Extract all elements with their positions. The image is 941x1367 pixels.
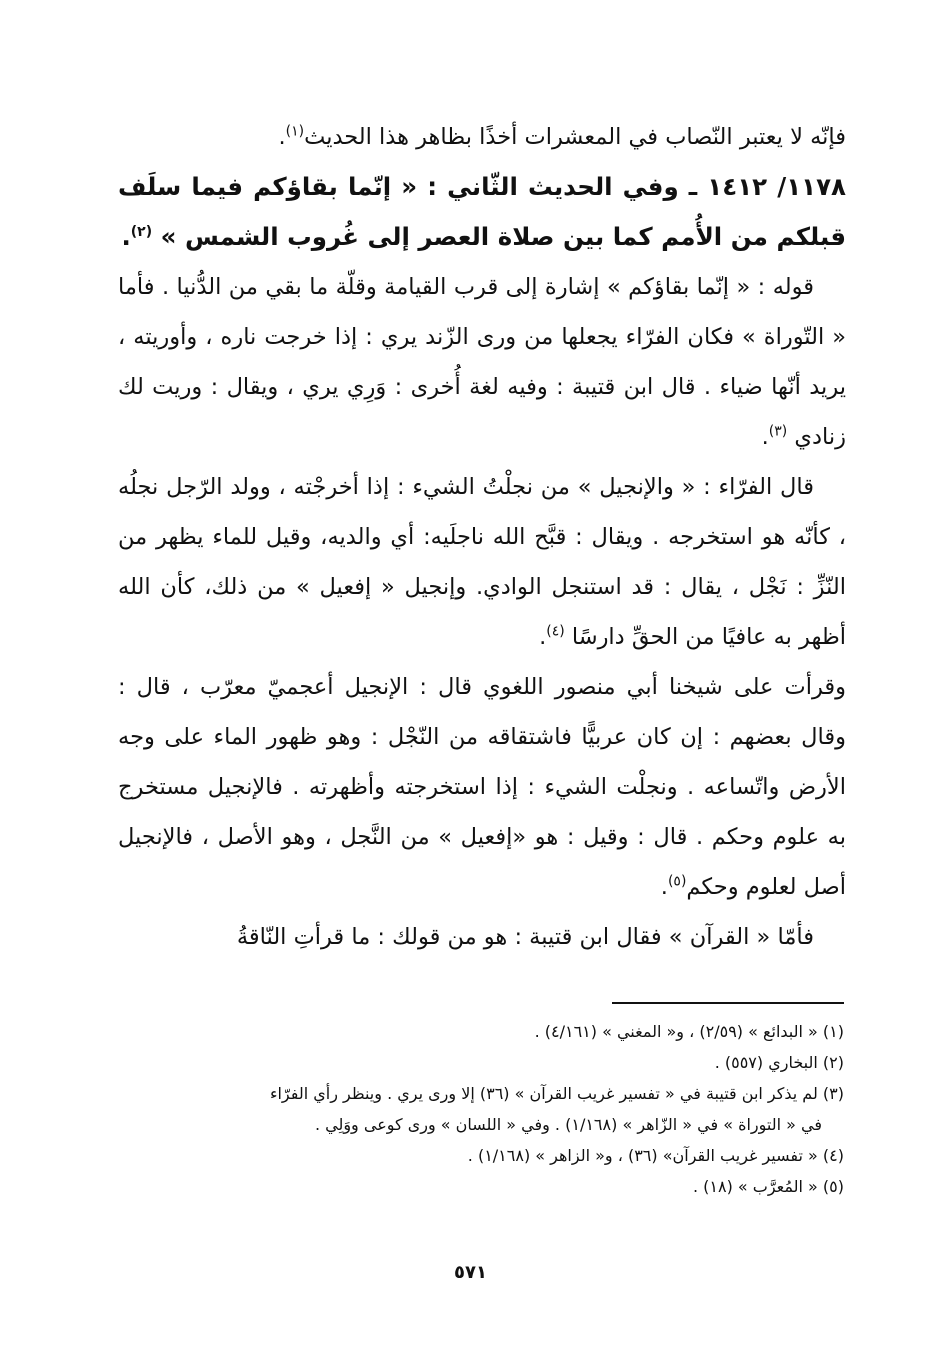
- footnote-ref-1: (١): [285, 123, 305, 140]
- paragraph-abu-mansur-text: وقرأت على شيخنا أبي منصور اللغوي قال : الإنجيل أعجميّ معرّب ، قال : وقال بعضهم : إن كان عربيًّا فاشتقاقه من النّجْل : وهو ظهور الماء على وجه الأرض واتّساعه . ونجلْت الشيء : إذا استخرجته وأظهرته . فالإنجيل مستخرج به علوم وحكم . قال : وقيل : هو «إفعيل » من النَّجل ، وهو الأصل ، فالإنجيل أصل لعلوم وحكم: [118, 674, 846, 900]
- opening-line: فإنّه لا يعتبر النّصاب في المعشرات أخذًا بظاهر هذا الحديث$^{(١)}$.: [278, 123, 846, 150]
- footnote-ref-5: (٥): [667, 873, 687, 890]
- paragraph-quran: [118, 912, 846, 962]
- footnote-ref-4: (٤): [546, 623, 565, 640]
- main-text: [118, 112, 846, 962]
- paragraph-tawrat-text: قوله : « إنّما بقاؤكم » إشارة إلى قرب القيامة وقلّة ما بقي من الدُّنيا . فأما « التّوراة » فكان الفرّاء يجعلها من ورى الزّند يري : إذا خرجت ناره ، وأوريته ، يريد أنّها ضياء . قال ابن قتيبة : وفيه لغة أُخرى : وَرِي يري ، ويقال : وريت لك زنادي: [118, 274, 846, 450]
- footnote-ref-2: (٢): [130, 223, 153, 240]
- footnote-separator: [612, 1002, 844, 1004]
- paragraph-injil: قال الفرّاء : « والإنجيل » من نجلْتُ الشيء : إذا أخرجْته ، وولد الرّجل نجلُه ، كأنّه هو استخرجه . ويقال : قبَّح الله ناجلَيه: أي والديه، وقيل للماء يظهر من النّزِّ : نَجْل ، يقال : قد استنجل الوادي. وإنجيل « إفعيل » من ذلك، كأن الله أظهر به عافيًا من الحقِّ دارسًا $^{(٤)}$.: [118, 474, 846, 650]
- paragraph-abu-mansur: وقرأت على شيخنا أبي منصور اللغوي قال : الإنجيل أعجميّ معرّب ، قال : وقال بعضهم : إن كان عربيًّا فاشتقاقه من النّجْل : وهو ظهور الماء على وجه الأرض واتّساعه . ونجلْت الشيء : إذا استخرجته وأظهرته . فالإنجيل مستخرج به علوم وحكم . قال : وقيل : هو «إفعيل » من النَّجل ، وهو الأصل ، فالإنجيل أصل لعلوم وحكم$^{(٥)}$.: [118, 674, 846, 900]
- paragraph-quran-text: فأمّا « القرآن » فقال ابن قتيبة : هو من قولك : ما قرأتِ النّاقةُ: [236, 924, 814, 950]
- footnote-ref-3: (٣): [768, 423, 788, 440]
- hadith-heading-line-1: ١١٧٨/ ١٤١٢ ـ وفي الحديث الثّاني : « إنّما بقاؤكم فيما سلَف: [118, 172, 847, 201]
- hadith-heading: ١١٧٨/ ١٤١٢ ـ وفي الحديث الثّاني : « إنّما بقاؤكم فيما سلَف قبلكم من الأُمم كما بين صلاة العصر إلى غُروب الشمس » $^{(٢)}$.: [118, 172, 847, 251]
- footnote-3-continued: في « التوراة » في « الزّاهر » (١/١٦٨) . وفي « اللسان » ورى كوعى ووَلِي .: [314, 1115, 822, 1134]
- footnote-4: (٤) « تفسير غريب القرآن» (٣٦) ، و« الزاهر » (١/١٦٨) .: [467, 1146, 844, 1165]
- footnotes: [112, 1016, 844, 1202]
- opening-line-text: فإنّه لا يعتبر النّصاب في المعشرات أخذًا بظاهر هذا الحديث: [304, 124, 846, 150]
- footnote-2: (٢) البخاري (٥٥٧) .: [714, 1053, 844, 1072]
- footnote-1: (١) « البدائع » (٢/٥٩) ، و« المغني » (٤/١٦١) .: [534, 1022, 844, 1041]
- hadith-heading-line-2: قبلكم من الأُمم كما بين صلاة العصر إلى غُروب الشمس »: [160, 222, 846, 251]
- footnote-3: (٣) لم يذكر ابن قتيبة في « تفسير غريب القرآن » (٣٦) إلا ورى يري . وينظر رأي الفرّاء: [269, 1084, 844, 1103]
- page-number: ٥٧١: [454, 1262, 487, 1283]
- paragraph-tawrat: قوله : « إنّما بقاؤكم » إشارة إلى قرب القيامة وقلّة ما بقي من الدُّنيا . فأما « التّوراة » فكان الفرّاء يجعلها من ورى الزّند يري : إذا خرجت ناره ، وأوريته ، يريد أنّها ضياء . قال ابن قتيبة : وفيه لغة أُخرى : وَرِي يري ، ويقال : وريت لك زنادي $^{(٣)}$.: [118, 274, 846, 450]
- paragraph-injil-text: قال الفرّاء : « والإنجيل » من نجلْتُ الشيء : إذا أخرجْته ، وولد الرّجل نجلُه ، كأنّه هو استخرجه . ويقال : قبَّح الله ناجلَيه: أي والديه، وقيل للماء يظهر من النّزِّ : نَجْل ، يقال : قد استنجل الوادي. وإنجيل « إفعيل » من ذلك، كأن الله أظهر به عافيًا من الحقِّ دارسًا: [118, 474, 846, 650]
- footnote-5: (٥) « المُعرَّب » (١٨) .: [692, 1177, 844, 1196]
